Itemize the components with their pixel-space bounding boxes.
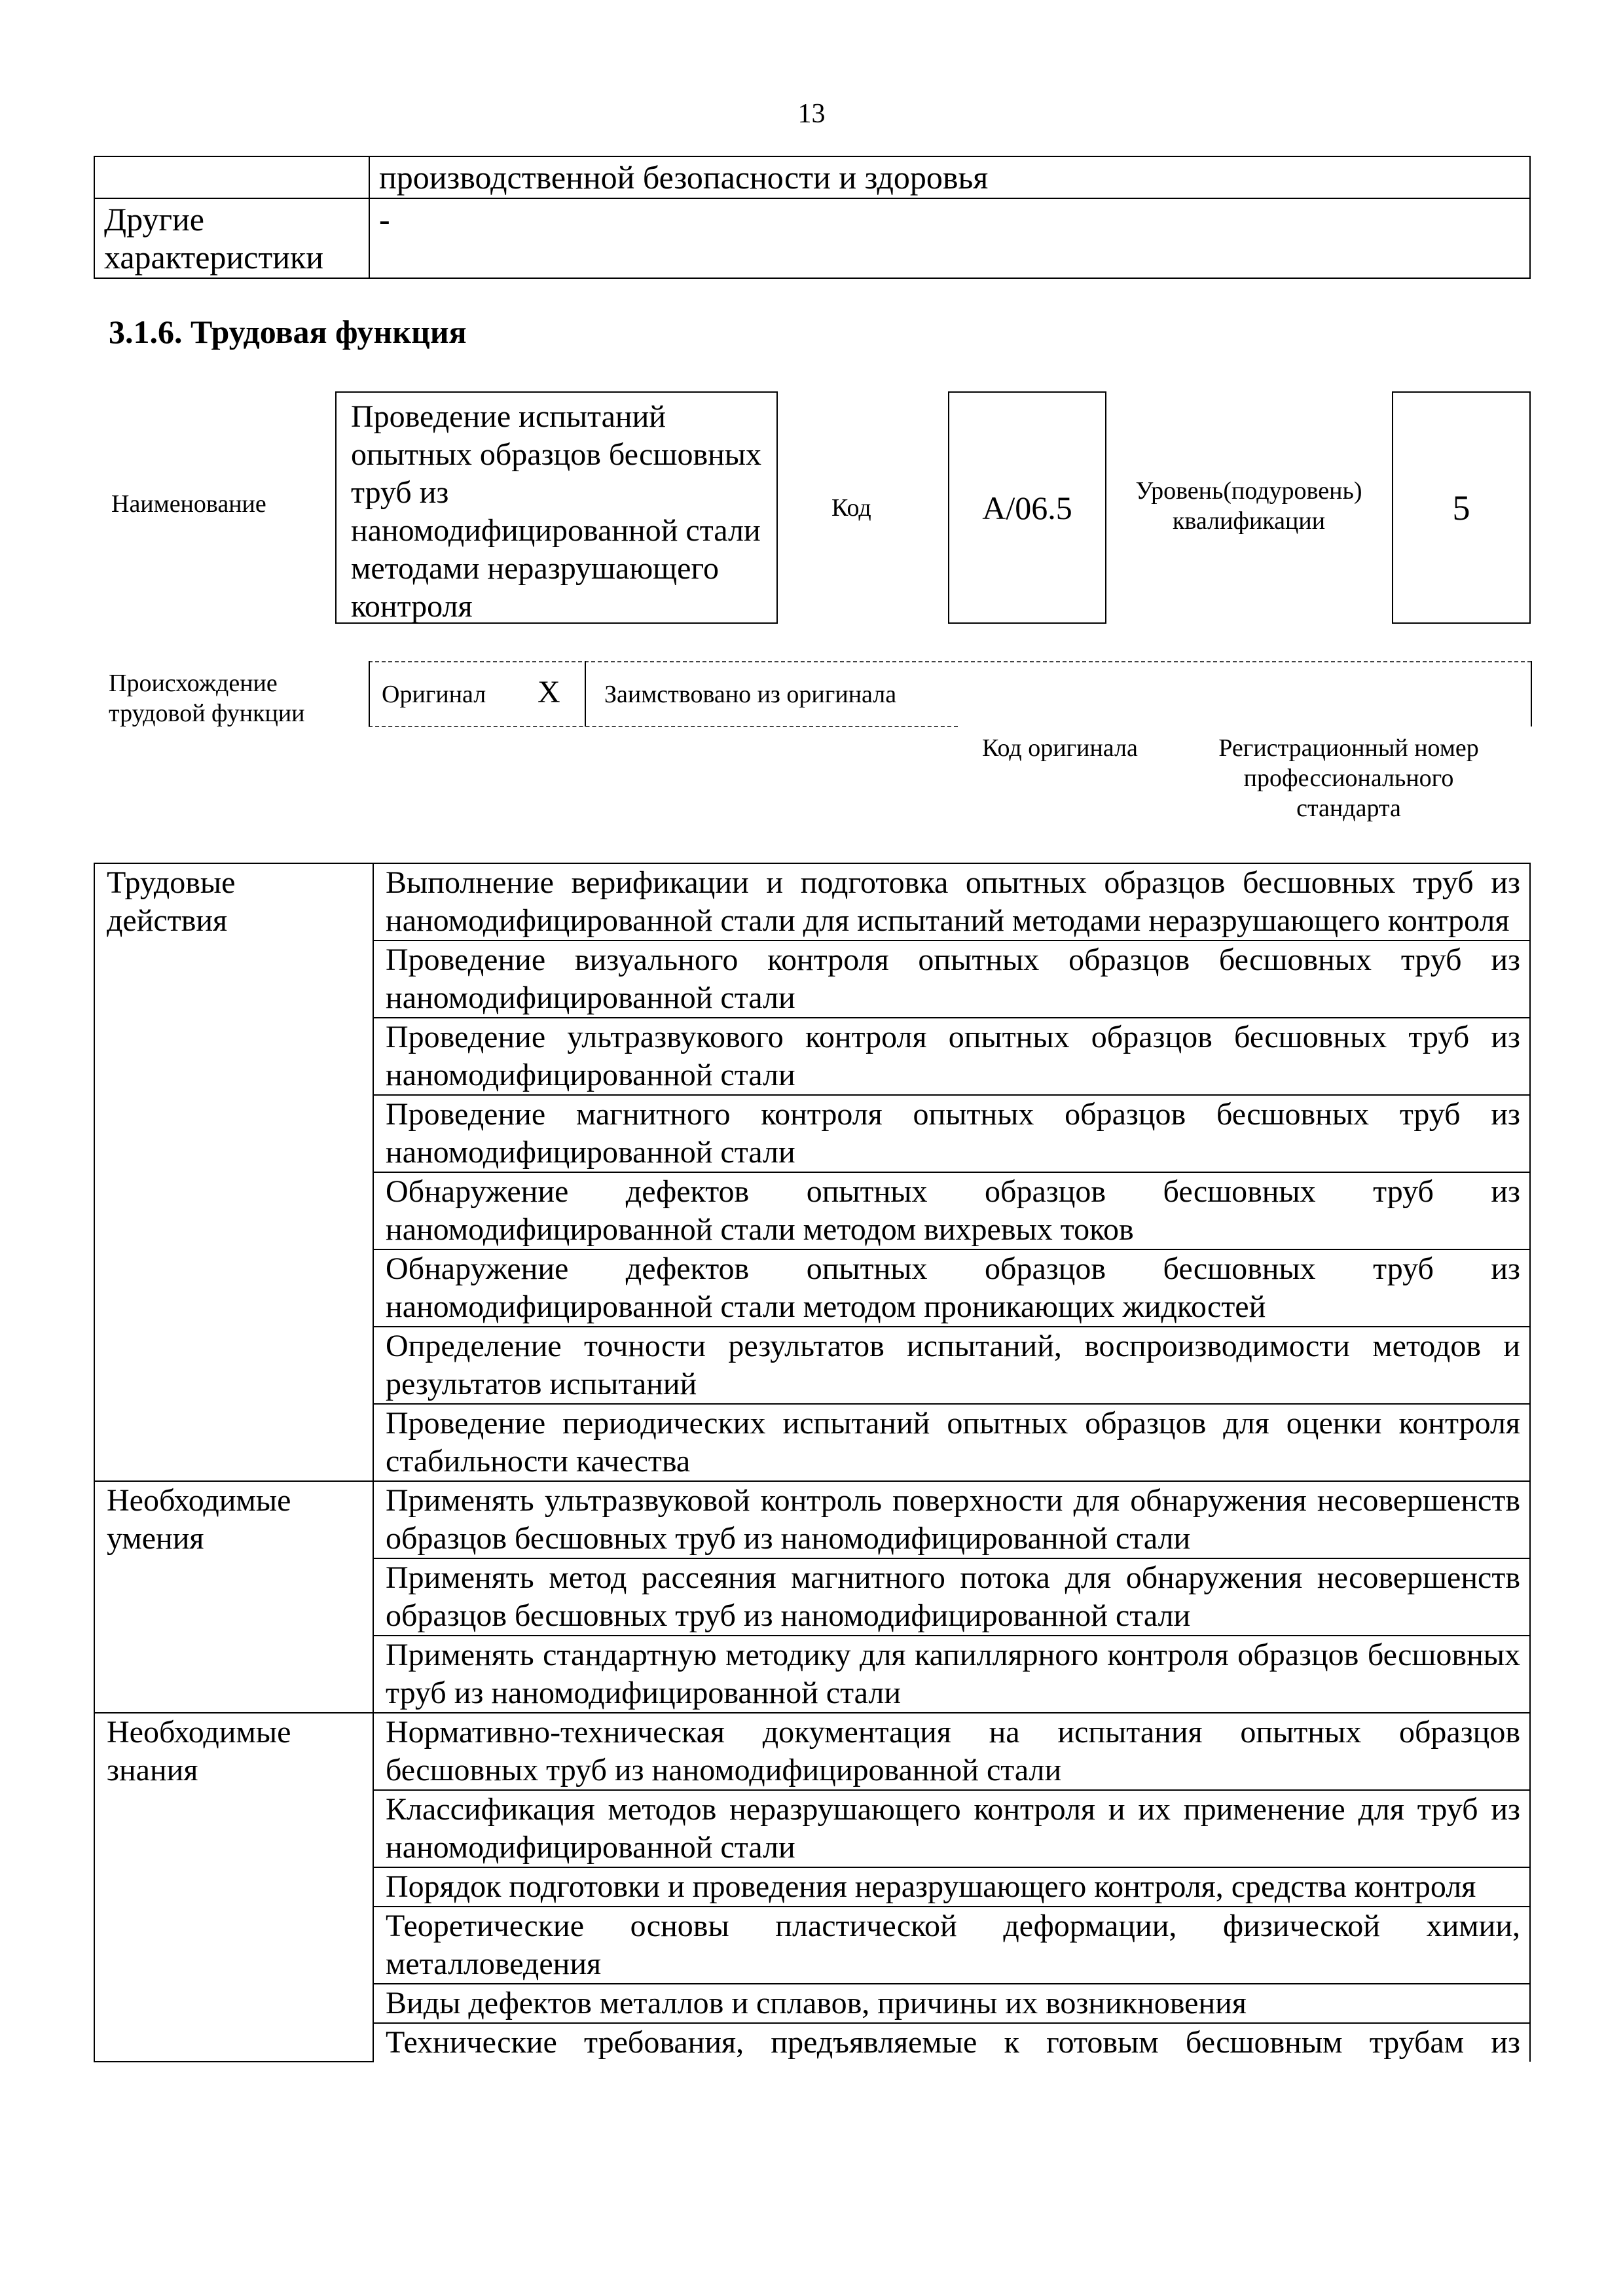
code-label: Код xyxy=(831,494,871,522)
code-original-caption: Код оригинала xyxy=(982,734,1138,762)
borrowed-label: Заимствовано из оригинала xyxy=(604,681,897,708)
table-row xyxy=(94,198,1530,278)
divider xyxy=(369,661,1531,662)
name-value-box: Проведение испытаний опытных образцов бесшовных труб из наномодифицированной стали методами неразрушающего контроля xyxy=(335,391,778,624)
table-row xyxy=(94,1713,1530,1790)
table-cell: Проведение ультразвукового контроля опытных образцов бесшовных труб из наномодифицированной стали xyxy=(373,1018,1530,1095)
divider xyxy=(585,661,586,726)
table-cell: Порядок подготовки и проведения неразрушающего контроля, средства контроля xyxy=(373,1867,1530,1907)
table-cell: Обнаружение дефектов опытных образцов бесшовных труб из наномодифицированной стали методом проникающих жидкостей xyxy=(373,1249,1530,1327)
table-cell: Выполнение верификации и подготовка опытных образцов бесшовных труб из наномодифицированной стали для испытаний методами неразрушающего контроля xyxy=(373,863,1530,941)
table-cell: Проведение визуального контроля опытных образцов бесшовных труб из наномодифицированной стали xyxy=(373,941,1530,1018)
section-title: 3.1.6. Трудовая функция xyxy=(109,314,467,350)
table-cell-label: Другие характеристики xyxy=(94,198,369,278)
divider xyxy=(369,661,370,726)
level-value-box: 5 xyxy=(1392,391,1531,624)
continuation-table xyxy=(94,156,1531,279)
table-row xyxy=(94,863,1530,941)
table-cell-value: производственной безопасности и здоровья xyxy=(369,156,1530,198)
code-value-box: А/06.5 xyxy=(948,391,1106,624)
reg-number-caption: Регистрационный номер профессионального стандарта xyxy=(1218,734,1479,822)
table-cell: Применять метод рассеяния магнитного потока для обнаружения несовершенств образцов бесшовных труб из наномодифицированной стали xyxy=(373,1558,1530,1636)
name-label: Наименование xyxy=(111,490,266,518)
original-mark: X xyxy=(538,675,560,709)
table-cell: Определение точности результатов испытаний, воспроизводимости методов и результатов испытаний xyxy=(373,1327,1530,1404)
section-label: Необходимые знания xyxy=(94,1713,373,2062)
table-cell: Классификация методов неразрушающего контроля и их применение для труб из наномодифицированной стали xyxy=(373,1790,1530,1867)
table-row xyxy=(94,156,1530,198)
table-cell: Теоретические основы пластической деформации, физической химии, металловедения xyxy=(373,1907,1530,1984)
origin-label: Происхождение трудовой функции xyxy=(109,670,305,727)
table-cell-label xyxy=(94,156,369,198)
labor-function-table xyxy=(94,863,1531,2062)
table-cell: Проведение магнитного контроля опытных образцов бесшовных труб из наномодифицированной стали xyxy=(373,1095,1530,1172)
level-label: Уровень(подуровень) квалификации xyxy=(1135,477,1362,535)
section-label: Трудовые действия xyxy=(94,863,373,1481)
table-row xyxy=(94,1481,1530,1558)
divider xyxy=(369,726,958,727)
divider xyxy=(1531,661,1532,726)
table-cell: Технические требования, предъявляемые к готовым бесшовным трубам из xyxy=(373,2023,1530,2062)
section-label: Необходимые умения xyxy=(94,1481,373,1713)
table-cell-value: - xyxy=(369,198,1530,278)
page-number: 13 xyxy=(797,99,826,129)
table-cell: Проведение периодических испытаний опытных образцов для оценки контроля стабильности качества xyxy=(373,1404,1530,1481)
table-cell: Применять стандартную методику для капиллярного контроля образцов бесшовных труб из наномодифицированной стали xyxy=(373,1636,1530,1713)
origin-row xyxy=(369,661,1531,726)
table-cell: Применять ультразвуковой контроль поверхности для обнаружения несовершенств образцов бесшовных труб из наномодифицированной стали xyxy=(373,1481,1530,1558)
table-cell: Обнаружение дефектов опытных образцов бесшовных труб из наномодифицированной стали методом вихревых токов xyxy=(373,1172,1530,1249)
original-label: Оригинал xyxy=(382,681,486,708)
table-cell: Нормативно-техническая документация на испытания опытных образцов бесшовных труб из наномодифицированной стали xyxy=(373,1713,1530,1790)
table-cell: Виды дефектов металлов и сплавов, причины их возникновения xyxy=(373,1984,1530,2023)
